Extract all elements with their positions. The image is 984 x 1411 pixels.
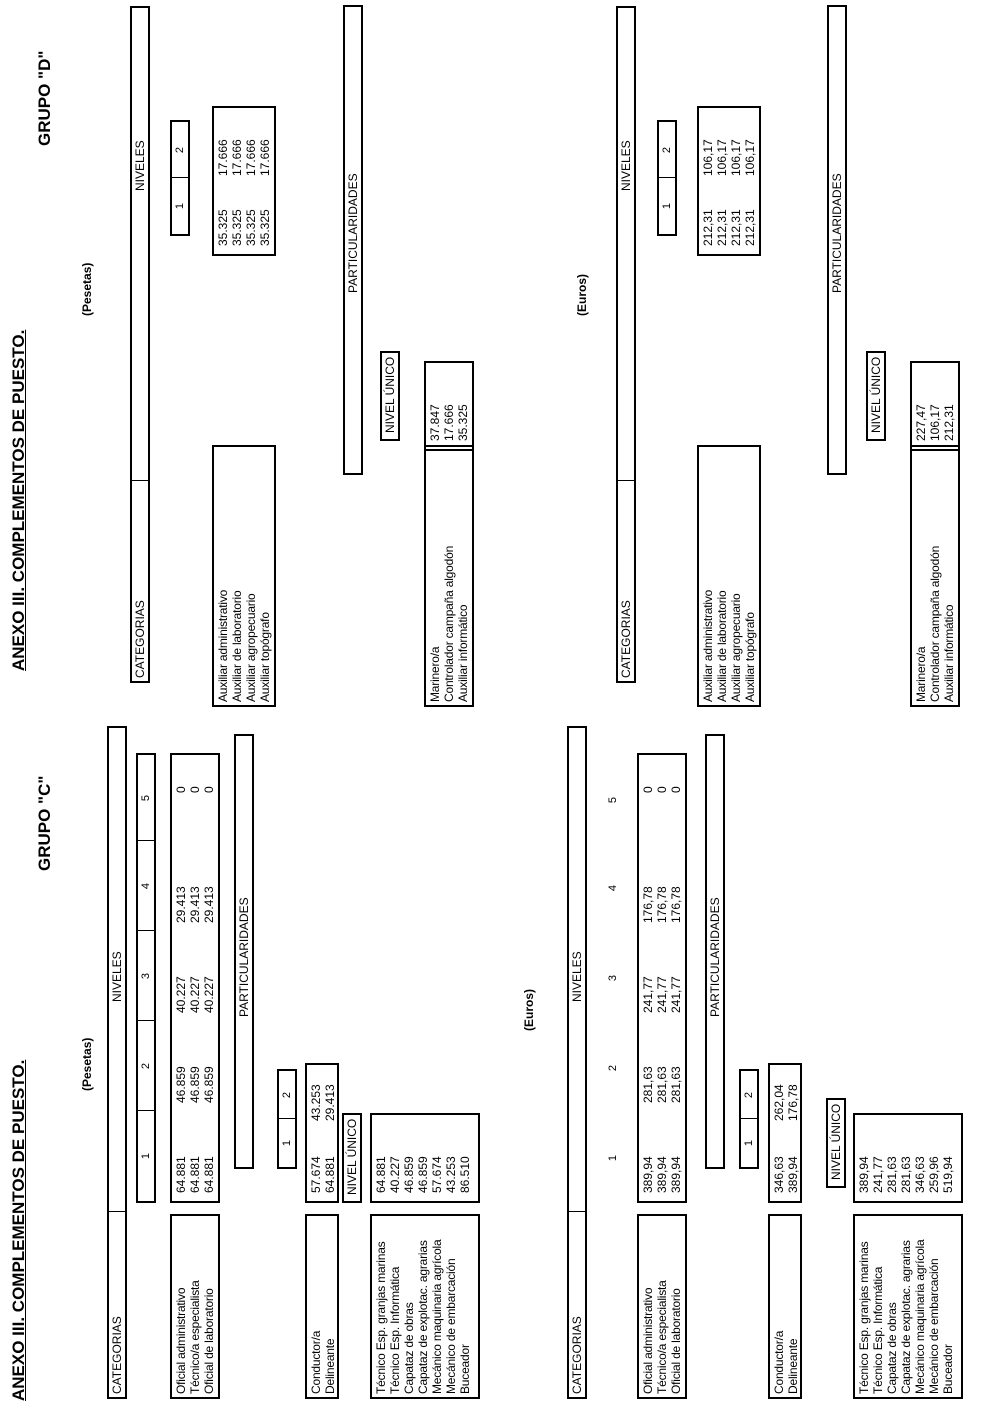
category-name: Técnico/a especialista	[655, 1280, 669, 1394]
value: 519,94	[941, 1156, 955, 1193]
value: 57.674	[309, 1156, 323, 1193]
niveles-label: NIVELES	[619, 140, 633, 191]
nivel-header: 2	[607, 1064, 619, 1072]
value: 389,94	[641, 1156, 655, 1193]
value: 212,31	[701, 209, 715, 246]
grupo-d-pesetas-nivel-unico-box	[380, 351, 400, 441]
value: 64.881	[174, 1156, 188, 1193]
nivel-header: 2	[743, 1091, 755, 1099]
niveles-label: NIVELES	[133, 140, 147, 191]
grupo-c-euros-part-values-box	[768, 1063, 802, 1203]
value: 106,17	[928, 404, 942, 441]
divider	[569, 1211, 585, 1212]
value: 389,94	[655, 1156, 669, 1193]
grupo-c-pesetas-unico-values-box	[370, 1113, 480, 1203]
value: 0	[669, 786, 683, 793]
value: 46.859	[188, 1066, 202, 1103]
value: 35.325	[244, 209, 258, 246]
value: 64.881	[323, 1156, 337, 1193]
value: 37.847	[428, 404, 442, 441]
value: 281,63	[899, 1156, 913, 1193]
grupo-c-pesetas-niveles-box	[136, 753, 156, 1203]
nivel-header: 1	[743, 1139, 755, 1147]
value: 40.227	[188, 976, 202, 1013]
grupo-d-pesetas-particularidades-box	[343, 5, 363, 475]
value: 212,31	[743, 209, 757, 246]
value: 35.325	[258, 209, 272, 246]
category-name: Capataz de obras	[402, 1302, 416, 1394]
category-name: Auxiliar administrativo	[701, 589, 715, 702]
value: 46.859	[174, 1066, 188, 1103]
value: 106,17	[743, 139, 757, 176]
value: 241,77	[641, 976, 655, 1013]
value: 86.510	[458, 1156, 472, 1193]
grupo-c-pesetas-particularidades-box	[234, 734, 254, 1169]
grupo-c-pesetas-part-niveles-box	[277, 1069, 297, 1169]
nivel-header: 1	[140, 1152, 152, 1160]
nivel-header: 1	[174, 202, 186, 210]
value: 0	[655, 786, 669, 793]
grupo-c-euros-nivel-unico-box	[826, 1098, 846, 1188]
value: 389,94	[669, 1156, 683, 1193]
category-name: Técnico Esp. Informática	[871, 1266, 885, 1394]
grupo-d-euros-values-box	[697, 106, 761, 256]
nivel-unico-label: NIVEL ÚNICO	[345, 1118, 359, 1195]
value: 176,78	[655, 886, 669, 923]
nivel-header: 2	[140, 1062, 152, 1070]
category-name: Auxiliar informático	[456, 604, 470, 702]
grupo-d-pesetas-values-box	[212, 106, 276, 256]
grupo-c-euros-particularidades-box	[705, 734, 725, 1169]
value: 46.859	[202, 1066, 216, 1103]
value: 212,31	[715, 209, 729, 246]
category-name: Oficial administrativo	[641, 1287, 655, 1394]
category-name: Marinero/a	[428, 646, 442, 702]
divider	[109, 1211, 125, 1212]
nivel-header: 2	[281, 1091, 293, 1099]
category-name: Delineante	[786, 1338, 800, 1394]
categorias-label: CATEGORIAS	[110, 1316, 124, 1394]
grupo-c-pesetas-part-values-box	[305, 1063, 339, 1203]
nivel-header: 1	[281, 1139, 293, 1147]
category-name: Controlador campaña algodón	[442, 545, 456, 702]
nivel-header: 3	[140, 972, 152, 980]
grupo-c-pesetas-nivel-unico-box	[342, 1113, 362, 1203]
category-name: Auxiliar agropecuario	[244, 593, 258, 702]
nivel-header: 2	[174, 146, 186, 154]
grupo-c-euros-header-box	[567, 726, 587, 1399]
grupo-c-euros-part-categories-box	[768, 1214, 802, 1399]
category-name: Auxiliar de laboratorio	[715, 590, 729, 702]
category-name: Capataz de obras	[885, 1302, 899, 1394]
grupo-c-euros-unico-values-box	[853, 1113, 963, 1203]
category-name: Mecánico maquinaria agrícola	[913, 1239, 927, 1394]
value: 40.227	[174, 976, 188, 1013]
category-name: Conductor/a	[309, 1330, 323, 1394]
grupo-c-title: ANEXO III. COMPLEMENTOS DE PUESTO.	[9, 1059, 28, 1401]
value: 43.253	[444, 1156, 458, 1193]
grupo-d-pesetas-unico-categories-box	[424, 445, 474, 707]
category-name: Técnico Esp. Informática	[388, 1266, 402, 1394]
value: 17.666	[230, 139, 244, 176]
category-name: Técnico Esp. granjas marinas	[857, 1241, 871, 1394]
nivel-header: 4	[140, 882, 152, 890]
grupo-c-euros-unit: (Euros)	[522, 989, 536, 1031]
category-name: Capataz de explotac. agrarias	[416, 1240, 430, 1394]
nivel-header: 3	[607, 974, 619, 982]
value: 29.413	[202, 886, 216, 923]
value: 46.859	[416, 1156, 430, 1193]
category-name: Oficial administrativo	[174, 1287, 188, 1394]
category-name: Auxiliar administrativo	[216, 589, 230, 702]
value: 64.881	[374, 1156, 388, 1193]
category-name: Buceador	[458, 1344, 472, 1394]
value: 106,17	[701, 139, 715, 176]
grupo-d-euros-particularidades-box	[827, 5, 847, 475]
value: 35.325	[230, 209, 244, 246]
grupo-d-pesetas-unico-values-box	[424, 361, 474, 451]
value: 346,63	[772, 1156, 786, 1193]
value: 29.413	[188, 886, 202, 923]
category-name: Marinero/a	[914, 646, 928, 702]
grupo-c-euros-part-niveles-box	[739, 1069, 759, 1169]
value: 46.859	[402, 1156, 416, 1193]
value: 0	[188, 786, 202, 793]
value: 57.674	[430, 1156, 444, 1193]
value: 17.666	[244, 139, 258, 176]
value: 389,94	[857, 1156, 871, 1193]
value: 281,63	[669, 1066, 683, 1103]
grupo-c-pesetas-part-categories-box	[305, 1214, 339, 1399]
value: 17.666	[442, 404, 456, 441]
value: 281,63	[641, 1066, 655, 1103]
value: 106,17	[729, 139, 743, 176]
grupo-d-euros-nivel-unico-box	[866, 351, 886, 441]
value: 0	[202, 786, 216, 793]
grupo-d-euros-unit: (Euros)	[575, 274, 589, 316]
value: 43.253	[309, 1084, 323, 1121]
particularidades-label: PARTICULARIDADES	[830, 173, 844, 293]
nivel-header: 1	[661, 202, 673, 210]
value: 212,31	[942, 404, 956, 441]
grupo-d-label: GRUPO "D"	[35, 50, 54, 146]
category-name: Mecánico de embarcación	[444, 1258, 458, 1394]
category-name: Buceador	[941, 1344, 955, 1394]
grupo-c-euros-unico-categories-box	[853, 1214, 963, 1399]
category-name: Auxiliar de laboratorio	[230, 590, 244, 702]
niveles-label: NIVELES	[110, 951, 124, 1002]
nivel-unico-label: NIVEL ÚNICO	[869, 356, 883, 433]
grupo-d-euros-unico-values-box	[910, 361, 960, 451]
nivel-unico-label: NIVEL ÚNICO	[829, 1103, 843, 1180]
category-name: Técnico/a especialista	[188, 1280, 202, 1394]
grupo-d-title: ANEXO III. COMPLEMENTOS DE PUESTO.	[9, 329, 28, 671]
category-name: Mecánico maquinaria agrícola	[430, 1239, 444, 1394]
grupo-d-euros-header-box	[616, 6, 636, 683]
grupo-d-euros-unico-categories-box	[910, 445, 960, 707]
value: 389,94	[786, 1156, 800, 1193]
divider	[132, 480, 148, 481]
value: 0	[174, 786, 188, 793]
value: 106,17	[715, 139, 729, 176]
grupo-d-pesetas-niveles-box	[170, 120, 190, 236]
category-name: Oficial de laboratorio	[669, 1288, 683, 1394]
grupo-c-euros-categories-box	[637, 1214, 687, 1399]
category-name: Conductor/a	[772, 1330, 786, 1394]
category-name: Auxiliar topógrafo	[258, 612, 272, 702]
value: 35.325	[456, 404, 470, 441]
grupo-c-pesetas-unico-categories-box	[370, 1214, 480, 1399]
value: 35.325	[216, 209, 230, 246]
category-name: Controlador campaña algodón	[928, 545, 942, 702]
value: 40.227	[388, 1156, 402, 1193]
categorias-label: CATEGORIAS	[570, 1316, 584, 1394]
grupo-c-pesetas-categories-box	[170, 1214, 220, 1399]
grupo-c-pesetas-values-box	[170, 753, 220, 1203]
nivel-unico-label: NIVEL ÚNICO	[383, 356, 397, 433]
category-name: Auxiliar topógrafo	[743, 612, 757, 702]
value: 29.413	[323, 1084, 337, 1121]
value: 262,04	[772, 1084, 786, 1121]
category-name: Auxiliar informático	[942, 604, 956, 702]
value: 241,77	[871, 1156, 885, 1193]
value: 241,77	[669, 976, 683, 1013]
category-name: Auxiliar agropecuario	[729, 593, 743, 702]
grupo-d-pesetas-unit: (Pesetas)	[80, 262, 94, 316]
nivel-header: 4	[607, 884, 619, 892]
grupo-c-euros-values-box	[637, 753, 687, 1203]
category-name: Mecánico de embarcación	[927, 1258, 941, 1394]
categorias-label: CATEGORIAS	[619, 600, 633, 678]
nivel-header: 5	[607, 796, 619, 804]
value: 281,63	[885, 1156, 899, 1193]
value: 29.413	[174, 886, 188, 923]
grupo-c-euros-niveles-row	[605, 753, 621, 1203]
particularidades-label: PARTICULARIDADES	[708, 897, 722, 1017]
particularidades-label: PARTICULARIDADES	[237, 897, 251, 1017]
niveles-label: NIVELES	[570, 951, 584, 1002]
value: 64.881	[202, 1156, 216, 1193]
divider	[618, 480, 634, 481]
grupo-d-pesetas-categories-box	[212, 445, 276, 707]
particularidades-label: PARTICULARIDADES	[346, 173, 360, 293]
nivel-header: 5	[140, 794, 152, 802]
category-name: Técnico Esp. granjas marinas	[374, 1241, 388, 1394]
value: 212,31	[729, 209, 743, 246]
value: 281,63	[655, 1066, 669, 1103]
value: 64.881	[188, 1156, 202, 1193]
nivel-header: 1	[607, 1154, 619, 1162]
category-name: Oficial de laboratorio	[202, 1288, 216, 1394]
grupo-c-pesetas-header-box	[107, 726, 127, 1399]
category-name: Delineante	[323, 1338, 337, 1394]
value: 241,77	[655, 976, 669, 1013]
grupo-d-euros-categories-box	[697, 445, 761, 707]
value: 176,78	[669, 886, 683, 923]
categorias-label: CATEGORIAS	[133, 600, 147, 678]
grupo-d-pesetas-header-box	[130, 6, 150, 683]
grupo-d-euros-niveles-box	[657, 120, 677, 236]
nivel-header: 2	[661, 146, 673, 154]
value: 176,78	[641, 886, 655, 923]
value: 176,78	[786, 1084, 800, 1121]
value: 0	[641, 786, 655, 793]
grupo-c-pesetas-unit: (Pesetas)	[80, 1037, 94, 1091]
value: 346,63	[913, 1156, 927, 1193]
value: 17.666	[216, 139, 230, 176]
grupo-c-label: GRUPO "C"	[35, 775, 54, 871]
category-name: Capataz de explotac. agrarias	[899, 1240, 913, 1394]
value: 227,47	[914, 404, 928, 441]
value: 259,96	[927, 1156, 941, 1193]
value: 40.227	[202, 976, 216, 1013]
value: 17.666	[258, 139, 272, 176]
